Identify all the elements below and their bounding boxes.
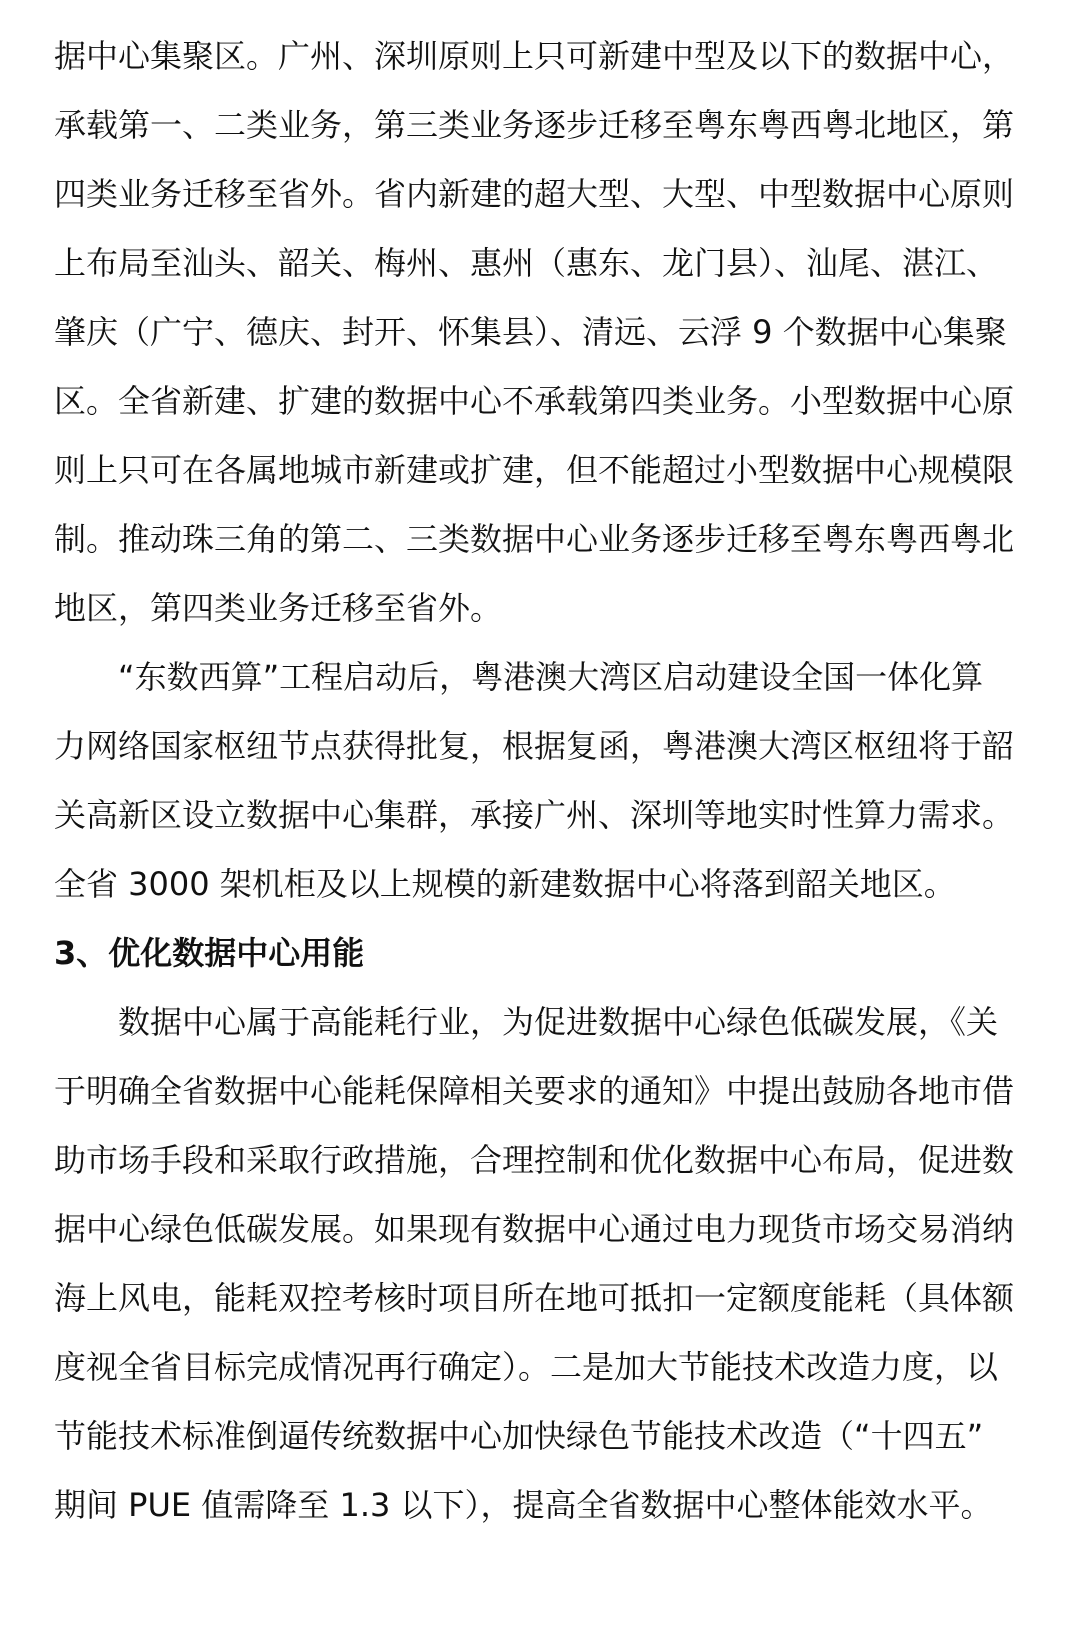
paragraph-3-line-4: 据中心绿色低碳发展。如果现有数据中心通过电力现货市场交易消纳 xyxy=(54,1210,1015,1248)
paragraph-1-line-4: 上布局至汕头、韶关、梅州、惠州（惠东、龙门县）、汕尾、湛江、 xyxy=(54,244,999,282)
paragraph-3-line-8: 期间 PUE 值需降至 1.3 以下），提高全省数据中心整体能效水平。 xyxy=(54,1486,993,1524)
paragraph-1-line-6: 区。全省新建、扩建的数据中心不承载第四类业务。小型数据中心原 xyxy=(54,382,1015,420)
paragraph-2-line-1: “东数西算”工程启动后，粤港澳大湾区启动建设全国一体化算 xyxy=(118,658,984,696)
paragraph-3-line-5: 海上风电，能耗双控考核时项目所在地可抵扣一定额度能耗（具体额 xyxy=(54,1279,1015,1317)
paragraph-1-line-2: 承载第一、二类业务，第三类业务逐步迁移至粤东粤西粤北地区，第 xyxy=(54,106,1015,144)
paragraph-2-line-4: 全省 3000 架机柜及以上规模的新建数据中心将落到韶关地区。 xyxy=(54,865,956,903)
paragraph-1-line-5: 肇庆（广宁、德庆、封开、怀集县）、清远、云浮 9 个数据中心集聚 xyxy=(54,313,1007,351)
paragraph-1-line-3: 四类业务迁移至省外。省内新建的超大型、大型、中型数据中心原则 xyxy=(54,175,1015,213)
paragraph-1-line-8: 制。推动珠三角的第二、三类数据中心业务逐步迁移至粤东粤西粤北 xyxy=(54,520,1015,558)
paragraph-3-line-2: 于明确全省数据中心能耗保障相关要求的通知》中提出鼓励各地市借 xyxy=(54,1072,1015,1110)
paragraph-3-line-6: 度视全省目标完成情况再行确定）。二是加大节能技术改造力度，以 xyxy=(54,1348,999,1386)
section-heading: 3、优化数据中心用能 xyxy=(54,934,365,972)
paragraph-1-line-9: 地区，第四类业务迁移至省外。 xyxy=(54,589,503,627)
paragraph-3-line-7: 节能技术标准倒逼传统数据中心加快绿色节能技术改造（“十四五” xyxy=(54,1417,984,1455)
paragraph-2-line-3: 关高新区设立数据中心集群，承接广州、深圳等地实时性算力需求。 xyxy=(54,796,1015,834)
paragraph-2-line-2: 力网络国家枢纽节点获得批复，根据复函，粤港澳大湾区枢纽将于韶 xyxy=(54,727,1015,765)
paragraph-3-line-3: 助市场手段和采取行政措施，合理控制和优化数据中心布局，促进数 xyxy=(54,1141,1015,1179)
paragraph-1-line-1: 据中心集聚区。广州、深圳原则上只可新建中型及以下的数据中心， xyxy=(54,37,1015,75)
paragraph-1-line-7: 则上只可在各属地城市新建或扩建，但不能超过小型数据中心规模限 xyxy=(54,451,1015,489)
paragraph-3-line-1: 数据中心属于高能耗行业，为促进数据中心绿色低碳发展，《关 xyxy=(118,1003,999,1041)
